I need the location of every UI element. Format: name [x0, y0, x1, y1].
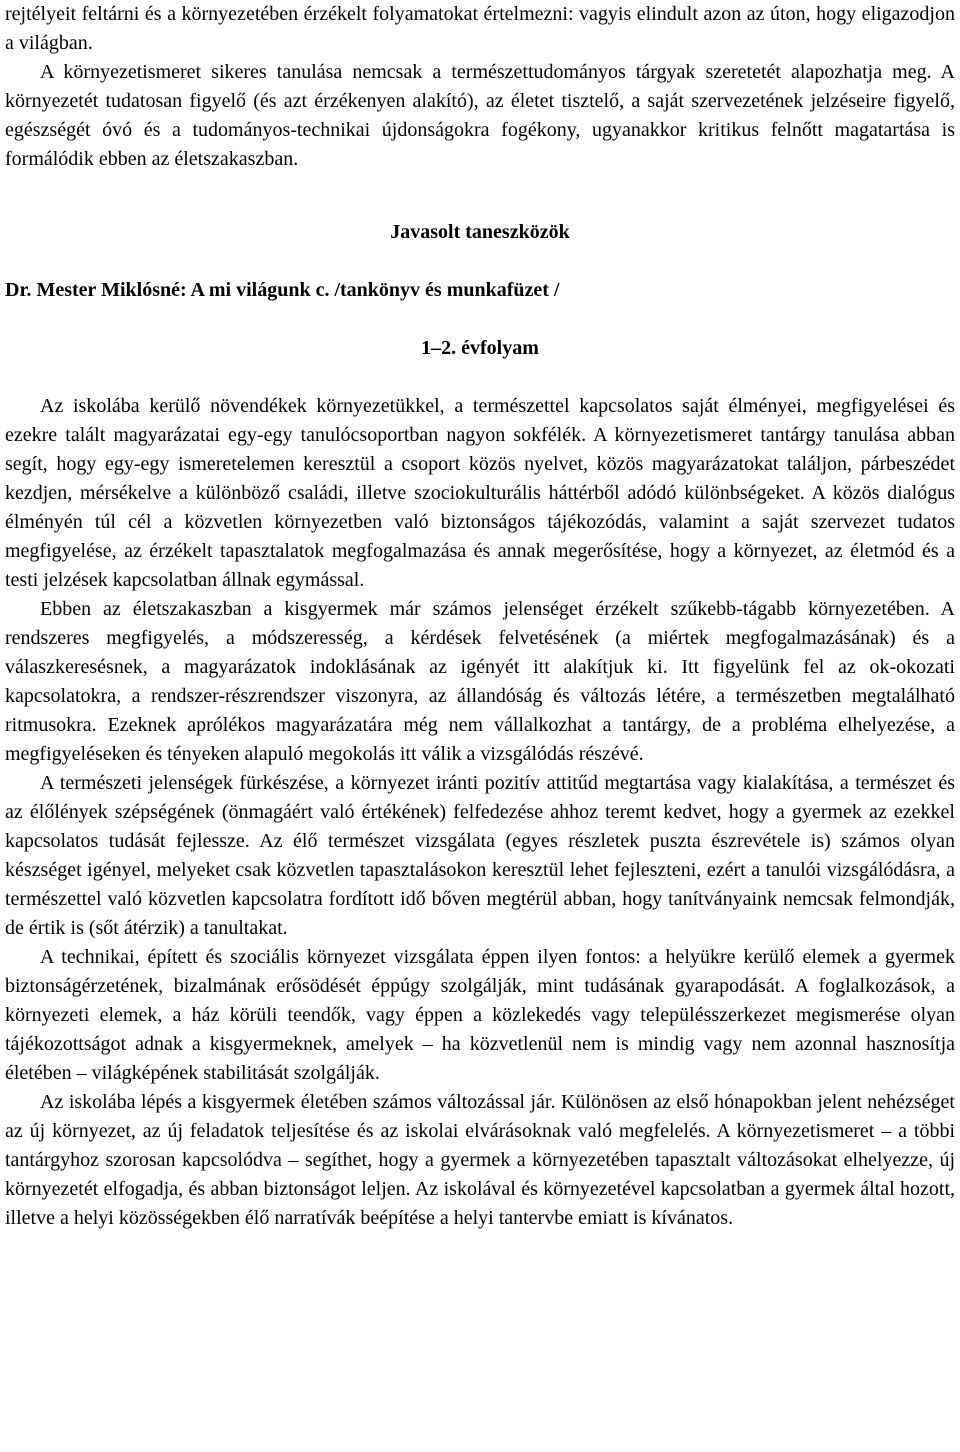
- body-paragraph-3: A természeti jelenségek fürkészése, a környezet iránti pozitív attitűd megtartása vagy kialakítása, a természet és az élőlények szépségének (önmagáért való értékének) felfedezése ahhoz teremt kedvet, hogy a gyermek az ezekkel kapcsolatos tudását fejlessze. Az élő természet vizsgálata (egyes részletek puszta észrevétele is) számos olyan készséget igényel, melyeket csak közvetlen tapasztalásokon keresztül lehet fejleszteni, ezért a tanulói vizsgálódásra, a természettel való közvetlen kapcsolatra fordított idő bőven megtérül abban, hogy tanítványaink nemcsak felmondják, de értik is (sőt átérzik) a tanultakat.: [5, 772, 955, 939]
- intro-paragraph-continued: rejtélyeit feltárni és a környezetében érzékelt folyamatokat értelmezni: vagyis elindult azon az úton, hogy eligazodjon a világban.: [5, 3, 955, 54]
- body-paragraph-5: Az iskolába lépés a kisgyermek életében számos változással jár. Különösen az első hónapokban jelent nehézséget az új környezet, az új feladatok teljesítése és az iskolai elvárásoknak való megfelelés. A környezetismeret – a többi tantárgyhoz szorosan kapcsolódva – segíthet, hogy a gyermek a környezetében tapasztalt változásokat elhelyezze, új környezetét elfogadja, és abban biztonságot leljen. Az iskolával és környezetével kapcsolatban a gyermek által hozott, illetve a helyi közösségekben élő narratívák beépítése a helyi tantervbe emiatt is kívánatos.: [5, 1091, 955, 1229]
- textbook-title: Dr. Mester Miklósné: A mi világunk c. /tankönyv és munkafüzet /: [5, 279, 560, 301]
- body-paragraph-2: Ebben az életszakaszban a kisgyermek már számos jelenséget érzékelt szűkebb-tágabb környezetében. A rendszeres megfigyelés, a módszeresség, a kérdések felvetésének (a miértek megfogalmazásának) és a válaszkeresésnek, a magyarázatok indoklásának az igényét itt alakítjuk ki. Itt figyelünk fel az ok-okozati kapcsolatokra, a rendszer-részrendszer viszonyra, az állandóság és változás létére, a természetben megtalálható ritmusokra. Ezeknek aprólékos magyarázatára még nem vállalkozhat a tantárgy, de a probléma elhelyezése, a megfigyeléseken és tényeken alapuló megokolás itt válik a vizsgálódás részévé.: [5, 598, 955, 765]
- recommended-tools-heading: Javasolt taneszközök: [390, 221, 570, 243]
- intro-paragraph: A környezetismeret sikeres tanulása nemcsak a természettudományos tárgyak szeretetét alapozhatja meg. A környezetét tudatosan figyelő (és azt érzékenyen alakító), az életet tisztelő, a saját szervezetének jelzéseire figyelő, egészségét óvó és a tudományos-technikai újdonságokra fogékony, ugyanakkor kritikus felnőtt magatartása is formálódik ebben az életszakaszban.: [5, 61, 955, 170]
- body-paragraph-1: Az iskolába kerülő növendékek környezetükkel, a természettel kapcsolatos saját élményei, megfigyelései és ezekre talált magyarázatai egy-egy tanulócsoportban nagyon sokfélék. A környezetismeret tantárgy tanulása abban segít, hogy egy-egy ismeretelemen keresztül a csoport közös nyelvet, közös magyarázatokat találjon, párbeszédet kezdjen, mérsékelve a különböző családi, illetve szociokulturális háttérből adódó különbségeket. A közös dialógus élményén túl cél a közvetlen környezetben való biztonságos tájékozódás, valamint a saját szervezet tudatos megfigyelése, az érzékelt tapasztalatok megfogalmazása és annak megerősítése, hogy a környezet, az életmód és a testi jelzések kapcsolatban állnak egymással.: [5, 395, 955, 591]
- body-paragraph-4: A technikai, épített és szociális környezet vizsgálata éppen ilyen fontos: a helyükre kerülő elemek a gyermek biztonságérzetének, bizalmának erősödését éppúgy szolgálják, mint tudásának gyarapodását. A foglalkozások, a környezeti elemek, a ház körüli teendők, vagy éppen a közlekedés vagy településszerkezet megismerése olyan tájékozottságot adnak a kisgyermeknek, amelyek – ha közvetlenül nem is mindig vagy nem azonnal hasznosítja életében – világképének stabilitását szolgálják.: [5, 946, 955, 1084]
- grade-heading: 1–2. évfolyam: [421, 337, 539, 359]
